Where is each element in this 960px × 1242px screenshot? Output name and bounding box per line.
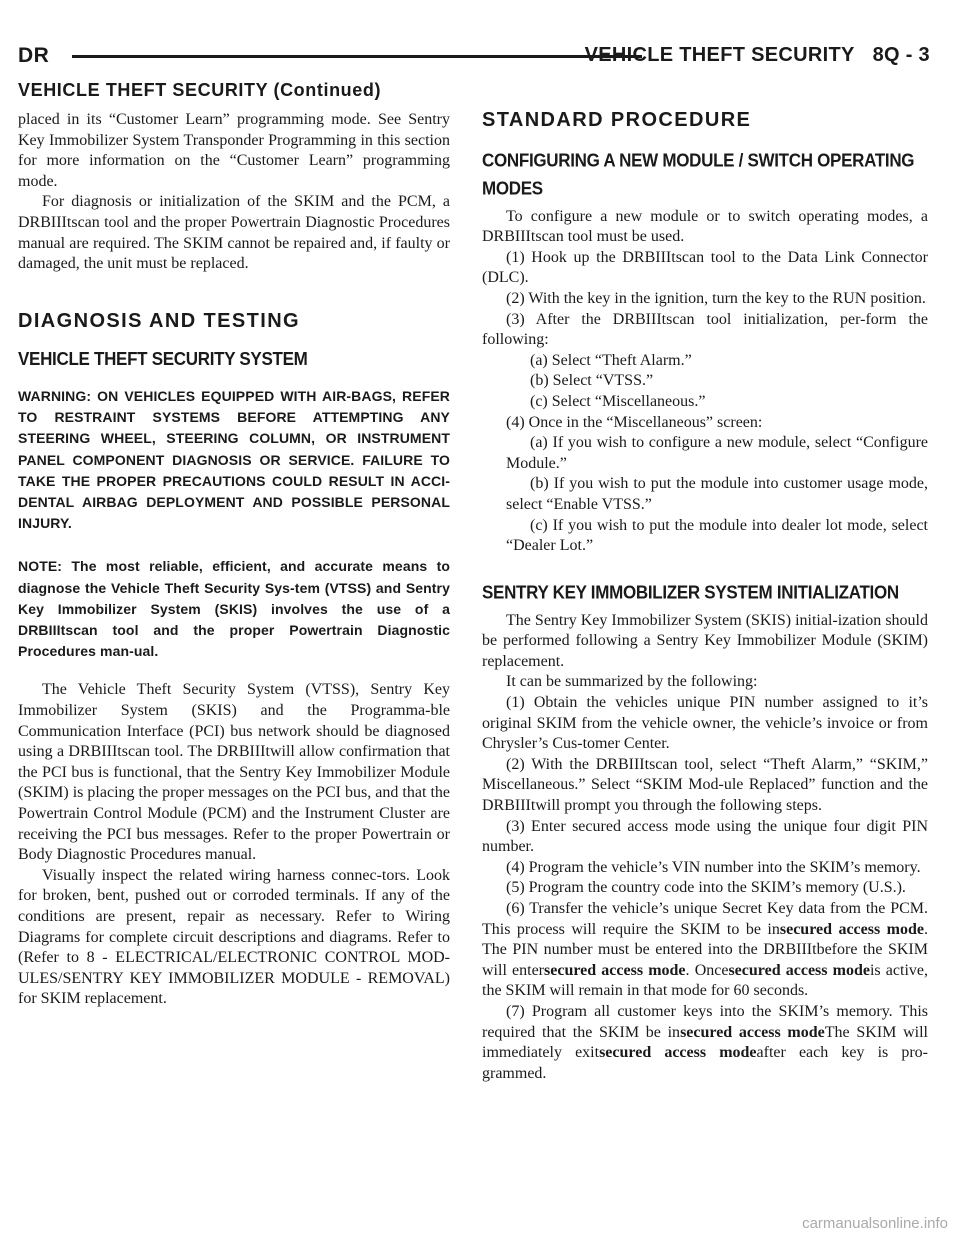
procedure-step: (3) Enter secured access mode using the unique four digit PIN number.	[482, 817, 928, 856]
warning-block: WARNING: ON VEHICLES EQUIPPED WITH AIR-BAGS, REFER TO RESTRAINT SYSTEMS BEFORE ATTEMPTING ANY STEERING WHEEL, STEERING COLUMN, OR INSTRUMENT PANEL COMPONENT DIAGNOSIS OR SERVICE. FAILURE TO TAKE THE PROPER PRECAUTIONS COULD RESULT IN ACCI-DENTAL AIRBAG DEPLOYMENT AND POSSIBLE PERSONAL INJURY.	[18, 387, 450, 532]
procedure-step: (1) Obtain the vehicles unique PIN number assigned to it’s original SKIM from the vehicle owner, the vehicle’s invoice or from Chrysler’s Cus-tomer Center.	[482, 694, 928, 753]
section-heading-standard-procedure: STANDARD PROCEDURE	[482, 109, 752, 131]
procedure-substep: (c) Select “Miscellaneous.”	[530, 392, 706, 410]
paragraph: Visually inspect the related wiring harness connec-tors. Look for broken, bent, pushed out or corroded terminals. If any of the conditions are present, repair as necessary. Refer to Wiring Diagrams for complete circuit descriptions and diagrams. Refer to (Refer to 8 - ELECTRICAL/ELECTRONIC CONTROL MOD-ULES/SENTRY KEY IMMOBILIZER MODULE - REMOVAL) for SKIM replacement.	[18, 866, 450, 1008]
trademark-mark: t	[265, 743, 270, 761]
procedure-substep: (c) If you wish to put the module into dealer lot mode, select “Dealer Lot.”	[506, 516, 928, 555]
procedure-substep: (a) If you wish to configure a new module, select “Configure Module.”	[506, 434, 928, 472]
paragraph: To configure a new module or to switch operating modes, a DRBIIItscan tool must be used.	[482, 207, 928, 246]
procedure-step: (6) Transfer the vehicle’s unique Secret Key data from the PCM. This process will require the SKIM to be insecured access mode. The PIN number must be entered into the DRBIIItbefore the SKIM will entersecured access mode. Oncesecured access modeis active, the SKIM will remain in that mode for 60 seconds.	[482, 900, 929, 1000]
procedure-substep: (b) If you wish to put the module into customer usage mode, select “Enable VTSS.”	[506, 475, 928, 513]
paragraph: The Sentry Key Immobilizer System (SKIS) initial-ization should be performed following a Sentry Key Immobilizer Module (SKIM) replacement.	[482, 611, 928, 670]
note-block: NOTE: The most reliable, efficient, and accurate means to diagnose the Vehicle Theft Security Sys-tem (VTSS) and Sentry Key Immobilizer System (SKIS) involves the use of a DRBIIItscan tool and the proper Powertrain Diagnostic Procedures man-ual.	[18, 558, 450, 660]
watermark: carmanualsonline.info	[802, 1215, 948, 1232]
procedure-step: (3) After the DRBIIItscan tool initialization, per-form the following:	[482, 310, 928, 349]
subheading-configuring-module: CONFIGURING A NEW MODULE / SWITCH OPERATING MODES	[482, 149, 915, 199]
procedure-step: (1) Hook up the DRBIIItscan tool to the Data Link Connector (DLC).	[482, 248, 928, 287]
paragraph: It can be summarized by the following:	[506, 673, 758, 691]
trademark-mark: t	[60, 621, 66, 638]
procedure-step: (5) Program the country code into the SKIM’s memory (U.S.).	[506, 879, 906, 897]
procedure-step: (4) Program the vehicle’s VIN number into the SKIM’s memory.	[506, 858, 921, 876]
trademark-mark: t	[66, 213, 72, 231]
procedure-substep: (b) Select “VTSS.”	[530, 372, 654, 390]
continued-title: VEHICLE THEFT SECURITY (Continued)	[18, 80, 382, 100]
trademark-mark: t	[530, 797, 536, 815]
trademark-mark: t	[812, 941, 817, 959]
section-heading-diagnosis: DIAGNOSIS AND TESTING	[18, 309, 301, 332]
trademark-mark: t	[530, 228, 536, 246]
header-page-number: 8Q - 3	[872, 44, 930, 66]
trademark-mark: t	[117, 743, 122, 761]
header-section	[585, 44, 930, 67]
right-column	[482, 110, 928, 1084]
procedure-step: (2) With the key in the ignition, turn the key to the RUN position.	[506, 289, 926, 307]
paragraph: The Vehicle Theft Security System (VTSS), Sentry Key Immobilizer System (SKIS) and the Programma-ble Communication Interface (PCI) bus network should be diagnosed using a DRBIIItscan tool. The DRBIIItwill allow confirmation that the PCI bus is functional, that the Sentry Key Immobilizer Module (SKIM) is placing the proper messages on the PCI bus, and that the Powertrain Control Module (PCM) and the Instrument Cluster are receiving the PCI bus messages. Refer to the proper Powertrain or Body Diagnostic Procedures manual.	[18, 681, 450, 864]
trademark-mark: t	[671, 248, 676, 266]
subheading-vehicle-theft-security-system: VEHICLE THEFT SECURITY SYSTEM	[18, 349, 308, 370]
procedure-step: (2) With the DRBIIItscan tool, select “Theft Alarm,” “SKIM,” Miscellaneous.” Select “SKIM Mod-ule Replaced” function and the DRBIIItwill prompt you through the following steps.	[482, 755, 928, 815]
paragraph: For diagnosis or initialization of the SKIM and the PCM, a DRBIIItscan tool and the proper Powertrain Diagnostic Procedures manual are required. The SKIM cannot be repaired and, if faulty or damaged, the unit must be replaced.	[18, 193, 450, 273]
left-column	[18, 110, 450, 1010]
trademark-mark: t	[644, 755, 650, 773]
procedure-step: (7) Program all customer keys into the SKIM’s memory. This required that the SKIM be insecured access modeThe SKIM will immediately exitsecured access modeafter each key is pro-grammed.	[482, 1002, 929, 1082]
procedure-substep: (a) Select “Theft Alarm.”	[530, 351, 692, 369]
paragraph: placed in its “Customer Learn” programming mode. See Sentry Key Immobilizer System Transponder Programming in this section for more information on the “Customer Learn” programming mode.	[18, 111, 450, 190]
procedure-step: (4) Once in the “Miscellaneous” screen:	[506, 413, 763, 431]
subheading-skis-initialization: SENTRY KEY IMMOBILIZER SYSTEM INITIALIZATION	[482, 581, 899, 603]
trademark-mark: t	[661, 310, 667, 328]
header-title: VEHICLE THEFT SECURITY	[584, 44, 855, 66]
header-rule	[72, 55, 642, 58]
header-model-code: DR	[18, 44, 50, 67]
